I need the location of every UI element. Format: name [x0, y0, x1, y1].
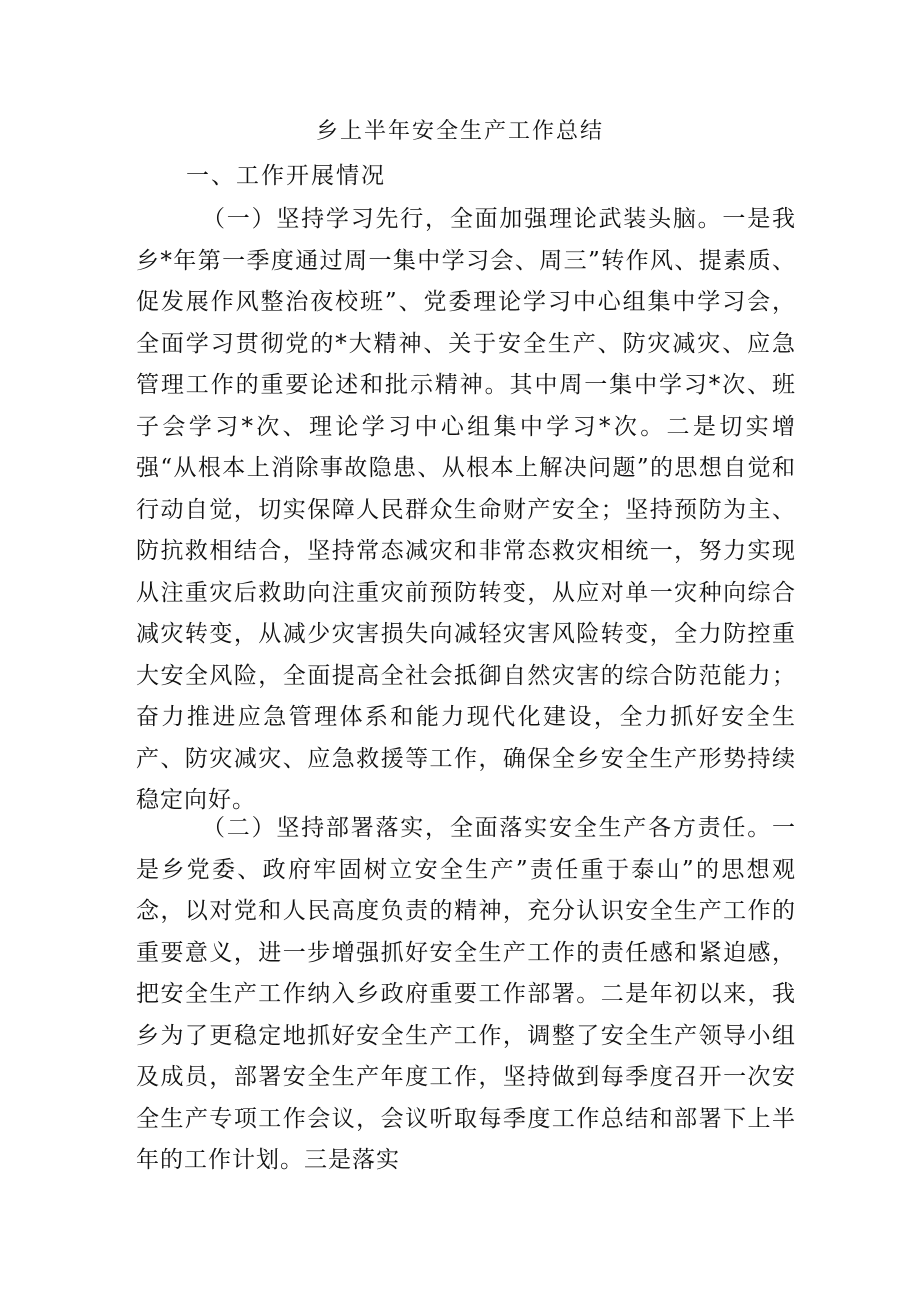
section-heading: 一、工作开展情况 — [186, 163, 386, 189]
paragraph-1: （一）坚持学习先行，全面加强理论武装头脑。一是我乡*年第一季度通过周一集中学习会、周三”转作风、提素质、促发展作风整治夜校班”、党委理论学习中心组集中学习会，全面学习贯彻党的*大精神、关于安全生产、防灾减灾、应急管理工作的重要论述和批示精神。其中周一集中学习*次、班子会学习*次、理论学习中心组集中学习*次。二是切实增强“从根本上消除事故隐患、从根本上解决问题”的思想自觉和行动自觉，切实保障人民群众生命财产安全；坚持预防为主、防抗救相结合，坚持常态减灾和非常态救灾相统一，努力实现从注重灾后救助向注重灾前预防转变，从应对单一灾种向综合减灾转变，从减少灾害损失向减轻灾害风险转变，全力防控重大安全风险，全面提高全社会抵御自然灾害的综合防范能力；奋力推进应急管理体系和能力现代化建设，全力抓好安全生产、防灾减灾、应急救援等工作，确保全乡安全生产形势持续稳定向好。 — [136, 206, 796, 813]
paragraph-2: （二）坚持部署落实，全面落实安全生产各方责任。一是乡党委、政府牢固树立安全生产”责任重于泰山”的思想观念，以对党和人民高度负责的精神，充分认识安全生产工作的重要意义，进一步增强抓好安全生产工作的责任感和紧迫感，把安全生产工作纳入乡政府重要工作部署。二是年初以来，我乡为了更稳定地抓好安全生产工作，调整了安全生产领导小组及成员，部署安全生产年度工作，坚持做到每季度召开一次安全生产专项工作会议，会议听取每季度工作总结和部署下上半年的工作计划。三是落实 — [136, 815, 796, 1173]
document-title: 乡上半年安全生产工作总结 — [315, 119, 604, 144]
